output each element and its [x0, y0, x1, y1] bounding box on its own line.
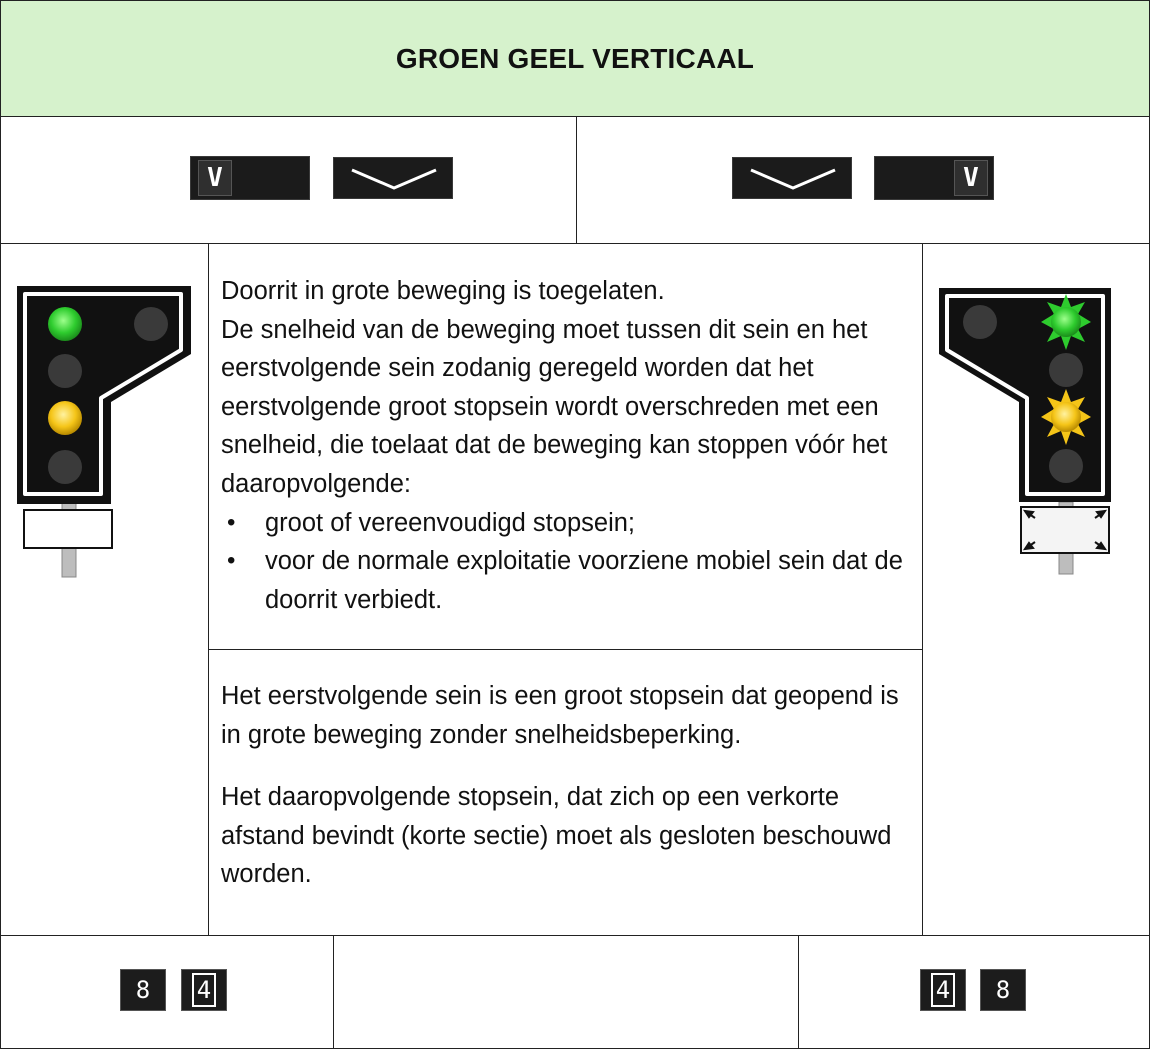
v-board-left: [190, 156, 310, 200]
v-letter: V: [198, 160, 232, 196]
description-bullets: [221, 504, 912, 620]
v-board-right: [874, 156, 994, 200]
speed-boards-left-cell: [0, 935, 334, 1049]
v-letter: V: [954, 160, 988, 196]
signal-left: [1, 274, 210, 634]
condition-para2: Het daaropvolgende stopsein, dat zich op een verkorte afstand bevindt (korte sectie) moet als gesloten beschouwd worden.: [221, 783, 892, 889]
lamp-off: [48, 354, 82, 388]
speed-board-4: 4: [181, 969, 227, 1011]
signal-right: [923, 274, 1150, 634]
boards-left-cell: [0, 116, 577, 244]
signal-left-cell: [0, 243, 209, 936]
chevron-board-right: [732, 157, 852, 199]
chevron-down-icon: [334, 158, 454, 200]
lamp-off: [134, 307, 168, 341]
signal-right-cell: [922, 243, 1150, 936]
chevron-board-left: [333, 157, 453, 199]
description-line1: Doorrit in grote beweging is toegelaten.: [221, 277, 665, 305]
condition-cell: [208, 649, 923, 936]
speed-board-4: 4: [920, 969, 966, 1011]
description-line2: De snelheid van de beweging moet tussen dit sein en het eerstvolgende sein zodanig geregeld worden dat het eerstvolgende groot stopsein wordt overschreden met een snelheid, die toelaat dat de beweging kan stoppen vóór het daaropvolgende:: [221, 315, 888, 498]
lamp-off: [963, 305, 997, 339]
chevron-down-icon: [733, 158, 853, 200]
lamp-green-on: [48, 307, 82, 341]
lamp-off: [1049, 449, 1083, 483]
speed-board-8: 8: [120, 969, 166, 1011]
lamp-off: [1049, 353, 1083, 387]
speed-board-8: 8: [980, 969, 1026, 1011]
boards-right-cell: [576, 116, 1150, 244]
condition-para1: Het eerstvolgende sein is een groot stopsein dat geopend is in grote beweging zonder snelheidsbeperking.: [221, 682, 899, 749]
bullet-item: • voor de normale exploitatie voorziene mobiel sein dat de doorrit verbiedt.: [221, 542, 912, 619]
description-cell: [208, 243, 923, 650]
bullet-item: • groot of vereenvoudigd stopsein;: [221, 504, 912, 543]
lamp-off: [48, 450, 82, 484]
page-title: GROEN GEEL VERTICAAL: [395, 42, 755, 74]
footer-empty-cell: [333, 935, 799, 1049]
lamp-yellow-on: [48, 401, 82, 435]
header-cell: [0, 0, 1150, 117]
speed-boards-right-cell: [798, 935, 1150, 1049]
